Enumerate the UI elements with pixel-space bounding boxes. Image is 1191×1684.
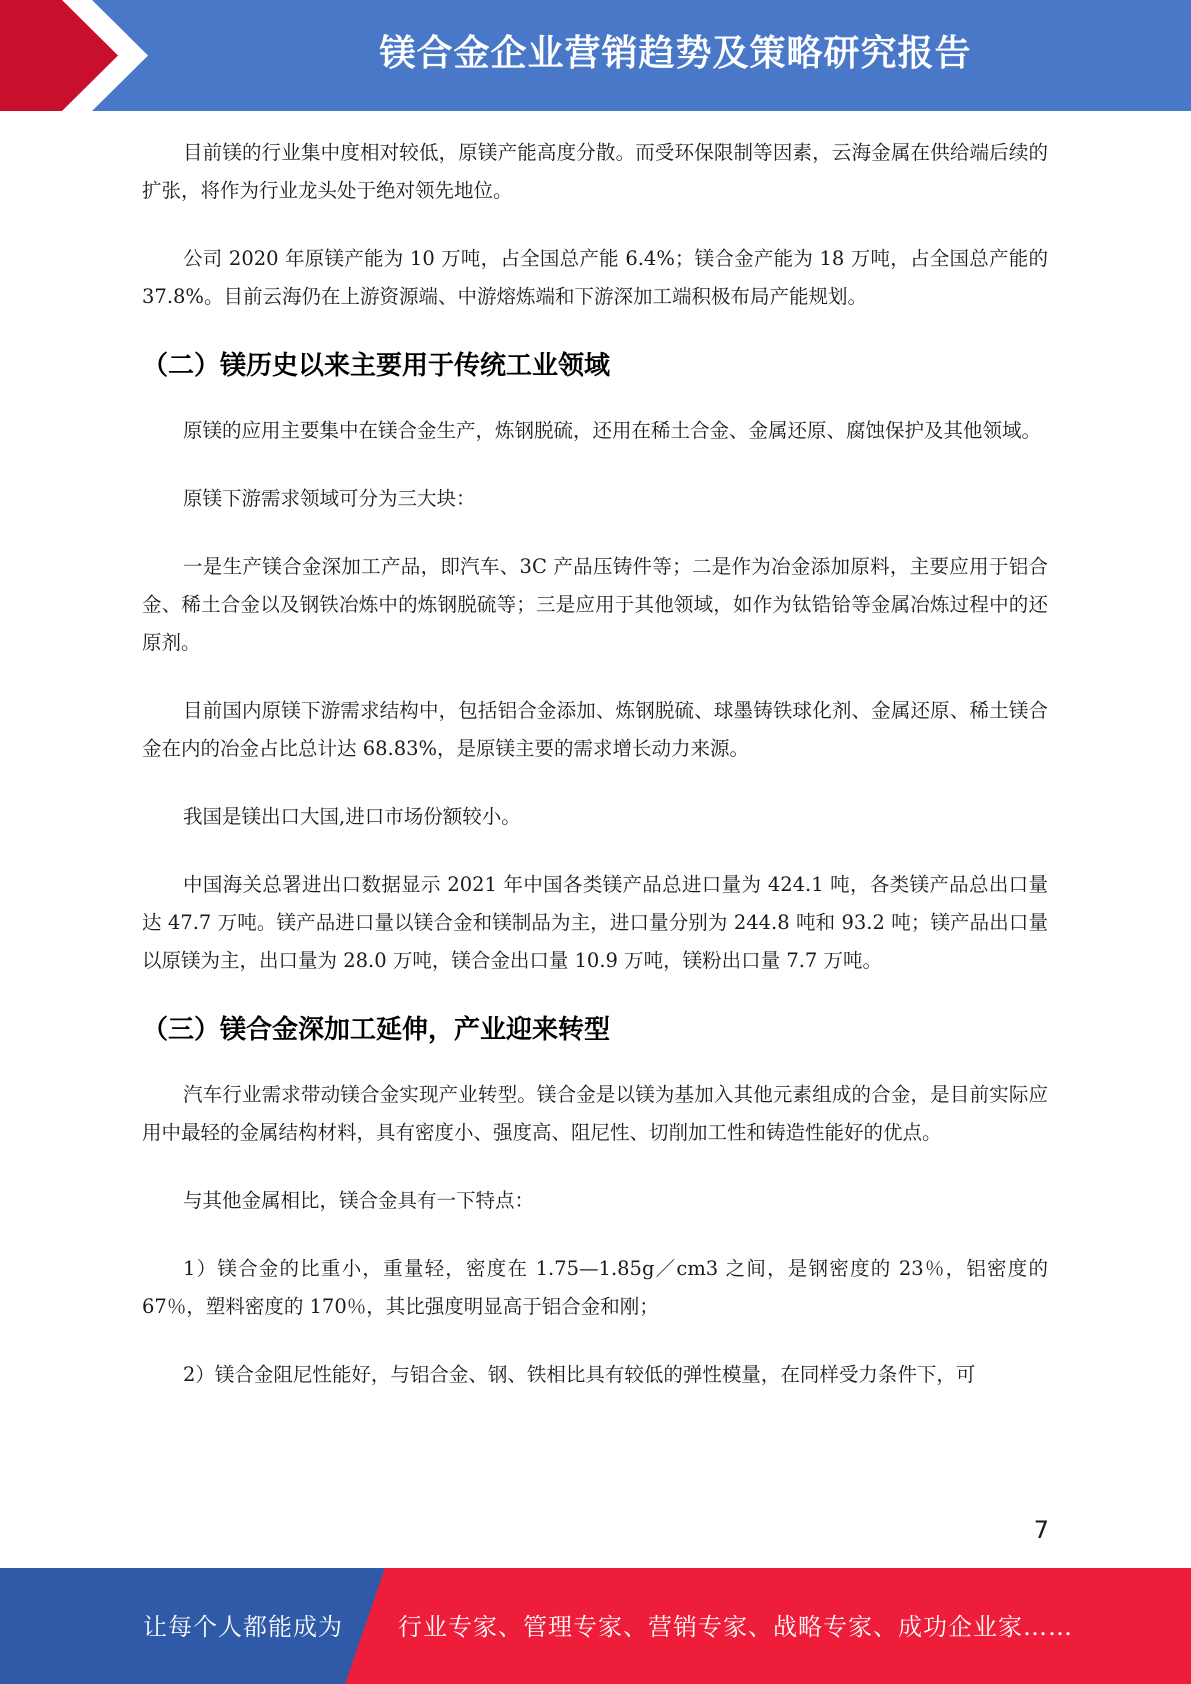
main-content xyxy=(142,134,1048,1424)
paragraph: 一是生产镁合金深加工产品，即汽车、3C 产品压铸件等；二是作为冶金添加原料，主要应用于铝合金、稀土合金以及钢铁冶炼中的炼钢脱硫等；三是应用于其他领域，如作为钛锆铪等金属冶炼过程中的还原剂。 xyxy=(142,555,1048,654)
header-arrow-decoration xyxy=(0,0,170,111)
paragraph: 1）镁合金的比重小，重量轻，密度在 1.75—1.85g／cm3 之间，是钢密度的 23％，铝密度的 67％，塑料密度的 170％，其比强度明显高于铝合金和刚； xyxy=(142,1257,1048,1318)
paragraph: 目前镁的行业集中度相对较低，原镁产能高度分散。而受环保限制等因素，云海金属在供给端后续的扩张，将作为行业龙头处于绝对领先地位。 xyxy=(142,141,1048,202)
page-number: 7 xyxy=(1033,1516,1049,1544)
paragraph: 原镁的应用主要集中在镁合金生产，炼钢脱硫，还用在稀土合金、金属还原、腐蚀保护及其他领域。 xyxy=(183,419,1042,442)
report-title: 镁合金企业营销趋势及策略研究报告 xyxy=(379,33,972,74)
paragraph: 2）镁合金阻尼性能好，与铝合金、钢、铁相比具有较低的弹性模量，在同样受力条件下，可 xyxy=(183,1363,976,1386)
paragraph: 与其他金属相比，镁合金具有一下特点： xyxy=(183,1189,535,1212)
paragraph: 中国海关总署进出口数据显示 2021 年中国各类镁产品总进口量为 424.1 吨，各类镁产品总出口量达 47.7 万吨。镁产品进口量以镁合金和镁制品为主，进口量分别为 244.8 吨和 93.2 吨；镁产品出口量以原镁为主，出口量为 28.0 万吨，镁合金出口量 10.9 万吨，镁粉出口量 7.7 万吨。 xyxy=(142,873,1048,972)
page-header xyxy=(0,0,1191,111)
paragraph: 公司 2020 年原镁产能为 10 万吨，占全国总产能 6.4%；镁合金产能为 18 万吨，占全国总产能的 37.8%。目前云海仍在上游资源端、中游熔炼端和下游深加工端积极布局产能规划。 xyxy=(142,247,1048,308)
section-heading: （三）镁合金深加工延伸，产业迎来转型 xyxy=(142,1015,611,1045)
paragraph: 汽车行业需求带动镁合金实现产业转型。镁合金是以镁为基加入其他元素组成的合金，是目前实际应用中最轻的金属结构材料，具有密度小、强度高、阻尼性、切削加工性和铸造性能好的优点。 xyxy=(142,1083,1048,1144)
page-footer xyxy=(0,1568,1191,1684)
paragraph: 原镁下游需求领域可分为三大块： xyxy=(183,487,476,510)
footer-slogan-right: 行业专家、管理专家、营销专家、战略专家、成功企业家…… xyxy=(398,1613,1073,1641)
paragraph: 我国是镁出口大国,进口市场份额较小。 xyxy=(183,805,521,828)
footer-slogan-left: 让每个人都能成为 xyxy=(143,1613,343,1641)
paragraph: 目前国内原镁下游需求结构中，包括铝合金添加、炼钢脱硫、球墨铸铁球化剂、金属还原、稀土镁合金在内的冶金占比总计达 68.83%，是原镁主要的需求增长动力来源。 xyxy=(142,699,1048,760)
section-heading: （二）镁历史以来主要用于传统工业领域 xyxy=(142,351,611,381)
